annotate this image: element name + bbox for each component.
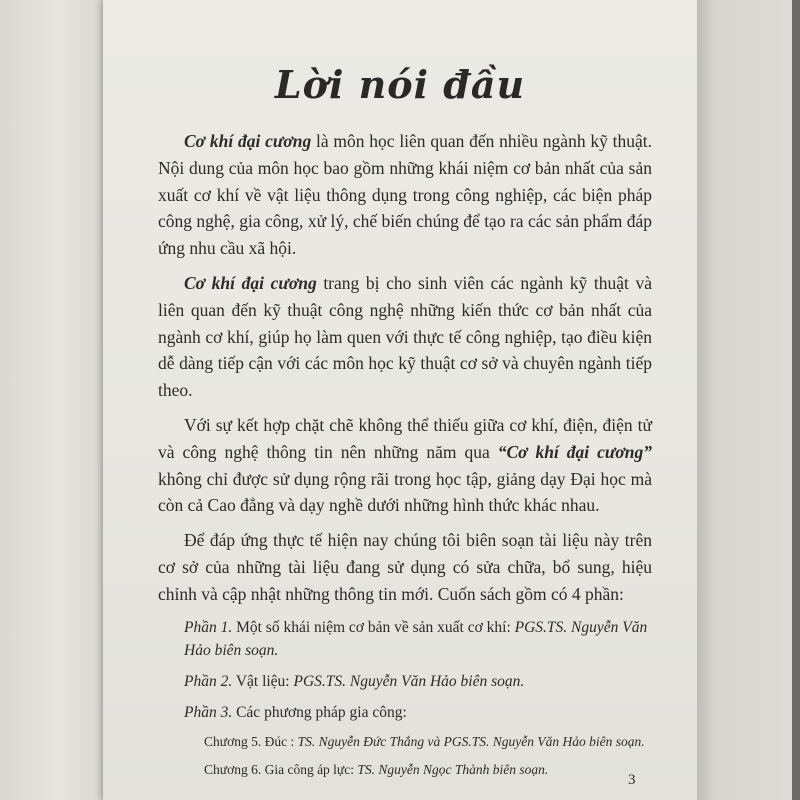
part-text: Vật liệu:: [232, 672, 294, 690]
paragraph-2: [158, 270, 652, 404]
paragraph-4: [158, 527, 652, 607]
part-author: PGS.TS. Nguyễn Văn Hảo biên soạn.: [293, 672, 525, 690]
part-author: PGS.TS. Nguyễn Văn Hảo biên soạn.: [184, 618, 648, 659]
chapter-author: TS. Nguyễn Ngọc Thành biên soạn.: [357, 761, 549, 777]
part-label: Phần 1.: [184, 618, 233, 636]
course-name: Cơ khí đại cương: [184, 131, 312, 151]
course-name: Cơ khí đại cương: [184, 272, 317, 293]
book-right-edge: [697, 0, 800, 800]
paragraph-text: là môn học liên quan đến nhiều ngành kỹ thuật. Nội dung của môn học bao gồm những khái niệm cơ bản nhất của sản xuất cơ khí về vật liệu thông dụng trong công nghiệp, các biện pháp công nghệ, gia công, xử lý, chế biến chúng để tạo ra các sản phẩm đáp ứng nhu cầu xã hội.: [158, 131, 652, 259]
part-label: Phần 2.: [184, 672, 233, 690]
part-text: Các phương pháp gia công:: [232, 703, 407, 721]
book-binding-band: [792, 0, 800, 800]
part-2: [184, 670, 652, 693]
chapter-text: Chương 5. Đúc :: [204, 733, 298, 749]
chapter-5: [204, 732, 652, 752]
paragraph-1: [158, 128, 652, 262]
page-title: Lời nói đầu: [274, 62, 526, 107]
course-name: “Cơ khí đại cương”: [497, 441, 652, 462]
paragraph-text: Để đáp ứng thực tế hiện nay chúng tôi biên soạn tài liệu này trên cơ sở của những tài liệu đang sử dụng có sửa chữa, bổ sung, hiệu chỉnh và cập nhật những thông tin mới. Cuốn sách gồm có 4 phần:: [158, 530, 652, 604]
part-label: Phần 3.: [184, 703, 233, 721]
paragraph-text: không chỉ được sử dụng rộng rãi trong học tập, giảng dạy Đại học mà còn cả Cao đẳng và dạy nghề dưới những hình thức khác nhau.: [158, 468, 652, 516]
paragraph-text: trang bị cho sinh viên các ngành kỹ thuật và liên quan đến kỹ thuật công nghệ những kiến thức cơ bản nhất của ngành cơ khí, giúp họ làm quen với thực tế công nghiệp, tạo điều kiện dễ dàng tiếp cận với các môn học kỹ thuật cơ sở và chuyên ngành tiếp theo.: [158, 272, 652, 401]
chapter-6: [204, 760, 652, 780]
page-number: 3: [628, 772, 636, 788]
part-1: [184, 616, 652, 662]
paragraph-3: [158, 412, 652, 519]
chapter-author: TS. Nguyễn Đức Thắng và PGS.TS. Nguyễn Văn Hảo biên soạn.: [297, 733, 645, 749]
chapter-text: Chương 6. Gia công áp lực:: [204, 761, 358, 777]
part-3: [184, 701, 652, 724]
paragraph-text: Với sự kết hợp chặt chẽ không thể thiếu giữa cơ khí, điện, điện tử và công nghệ thông tin nên những năm qua: [158, 414, 652, 462]
body-text: [158, 128, 652, 788]
part-text: Một số khái niệm cơ bản về sản xuất cơ khí:: [232, 618, 515, 636]
